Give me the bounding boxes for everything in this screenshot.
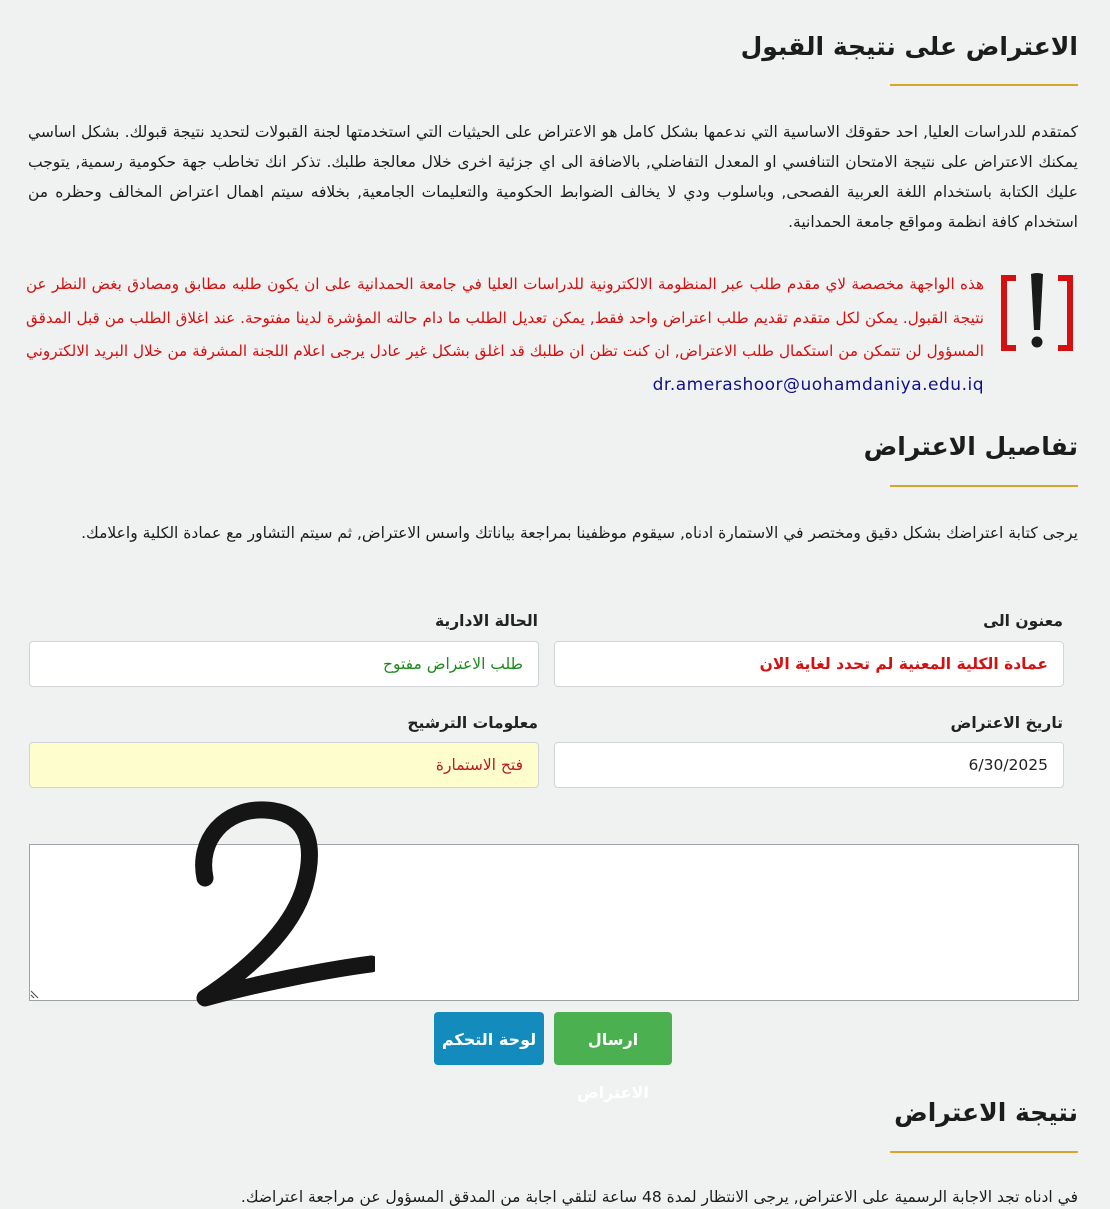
submit-objection-button[interactable]: ارسال الاعتراض	[554, 1012, 672, 1065]
notice-text	[26, 268, 984, 402]
objection-textarea[interactable]	[29, 844, 1079, 1001]
details-intro-line: يرجى كتابة اعتراضك بشكل دقيق ومختصر في الاستمارة ادناه, سيقوم موظفينا بمراجعة بياناتك واسس الاعتراض, ثم سيتم التشاور مع عمادة الكلية	[142, 524, 1078, 542]
alert-exclamation-icon	[1000, 270, 1074, 356]
objection-intro-line: اهمال اعتراض المخالف وحظره من استخدام كافة انظمة ومواقع جامعة الحمدانية.	[28, 183, 1078, 231]
admin-status-label: الحالة الادارية	[434, 612, 538, 630]
objection-intro-line: كمتقدم للدراسات العليا, احد حقوقك الاساسية التي ندعمها بشكل كامل هو الاعتراض على الحيثيات التي استخدمتها لجنة القبولات لتحديد نتيجة قبولك.	[124, 123, 1078, 141]
details-intro-line: واعلامك.	[81, 524, 138, 542]
nomination-info-field[interactable]: فتح الاستمارة	[29, 742, 539, 788]
notice-line: عند اغلاق الطلب من قبل المدقق المسؤول لن تتمكن من استكمال طلب الاعتراض, ان كنت تظن ان طلبك قد اغلق بشكل غير عادل يرجى	[26, 308, 984, 360]
email-link[interactable]: dr.amerashoor@uohamdaniya.edu.iq	[652, 374, 984, 395]
resize-grip-icon[interactable]	[30, 987, 42, 999]
objection-intro	[28, 117, 1078, 237]
objection-intro-line: بشكل اساسي يمكنك الاعتراض على نتيجة الامتحان التنافسي او المعدل التفاضلي, بالاضافة الى اي جزئية اخرى خلال معالجة طلبك. تذكر انك تخاطب جهة	[28, 123, 1078, 171]
notice-line: هذه الواجهة مخصصة لاي مقدم طلب عبر المنظومة الالكترونية للدراسات العليا في جامعة الحمدانية على ان يكون طلبه مطابق ومصادق	[127, 275, 984, 293]
objection-title: الاعتراض على نتيجة القبول	[740, 32, 1078, 61]
details-title: تفاصيل الاعتراض	[863, 432, 1078, 461]
notice-line: اعلام اللجنة المشرفة من خلال البريد الالكتروني	[26, 342, 326, 360]
nomination-info-label: معلومات الترشيح	[407, 714, 538, 732]
objection-date-label: تاريخ الاعتراض	[950, 714, 1063, 732]
addressed-to-label: معنون الى	[983, 612, 1063, 630]
dashboard-button[interactable]: لوحة التحكم	[434, 1012, 544, 1065]
result-title: نتيجة الاعتراض	[894, 1098, 1078, 1127]
result-text: في ادناه تجد الاجابة الرسمية على الاعتراض, يرجى الانتظار لمدة 48 ساعة لتلقي اجابة من المدقق المسؤول عن مراجعة اعتراضك.	[240, 1188, 1078, 1206]
admin-status-field[interactable]: طلب الاعتراض مفتوح	[29, 641, 539, 687]
result-title-underline	[890, 1151, 1078, 1153]
objection-title-underline	[890, 84, 1078, 86]
addressed-to-field[interactable]: عمادة الكلية المعنية لم تحدد لغاية الان	[554, 641, 1064, 687]
details-intro	[28, 518, 1078, 548]
objection-date-field[interactable]: 6/30/2025	[554, 742, 1064, 788]
objection-intro-line: حكومية رسمية, يتوجب عليك الكتابة باستخدام اللغة العربية الفصحى, وباسلوب ودي لا يخالف الضوابط الحكومية والتعليمات الجامعية, بخلافه سيتم	[28, 153, 1078, 201]
details-title-underline	[890, 485, 1078, 487]
notice-line: بغض النظر عن نتيجة القبول. يمكن لكل متقدم تقديم طلب اعتراض واحد فقط, يمكن تعديل الطلب ما دام حالته المؤشرة لدينا مفتوحة.	[26, 275, 985, 327]
